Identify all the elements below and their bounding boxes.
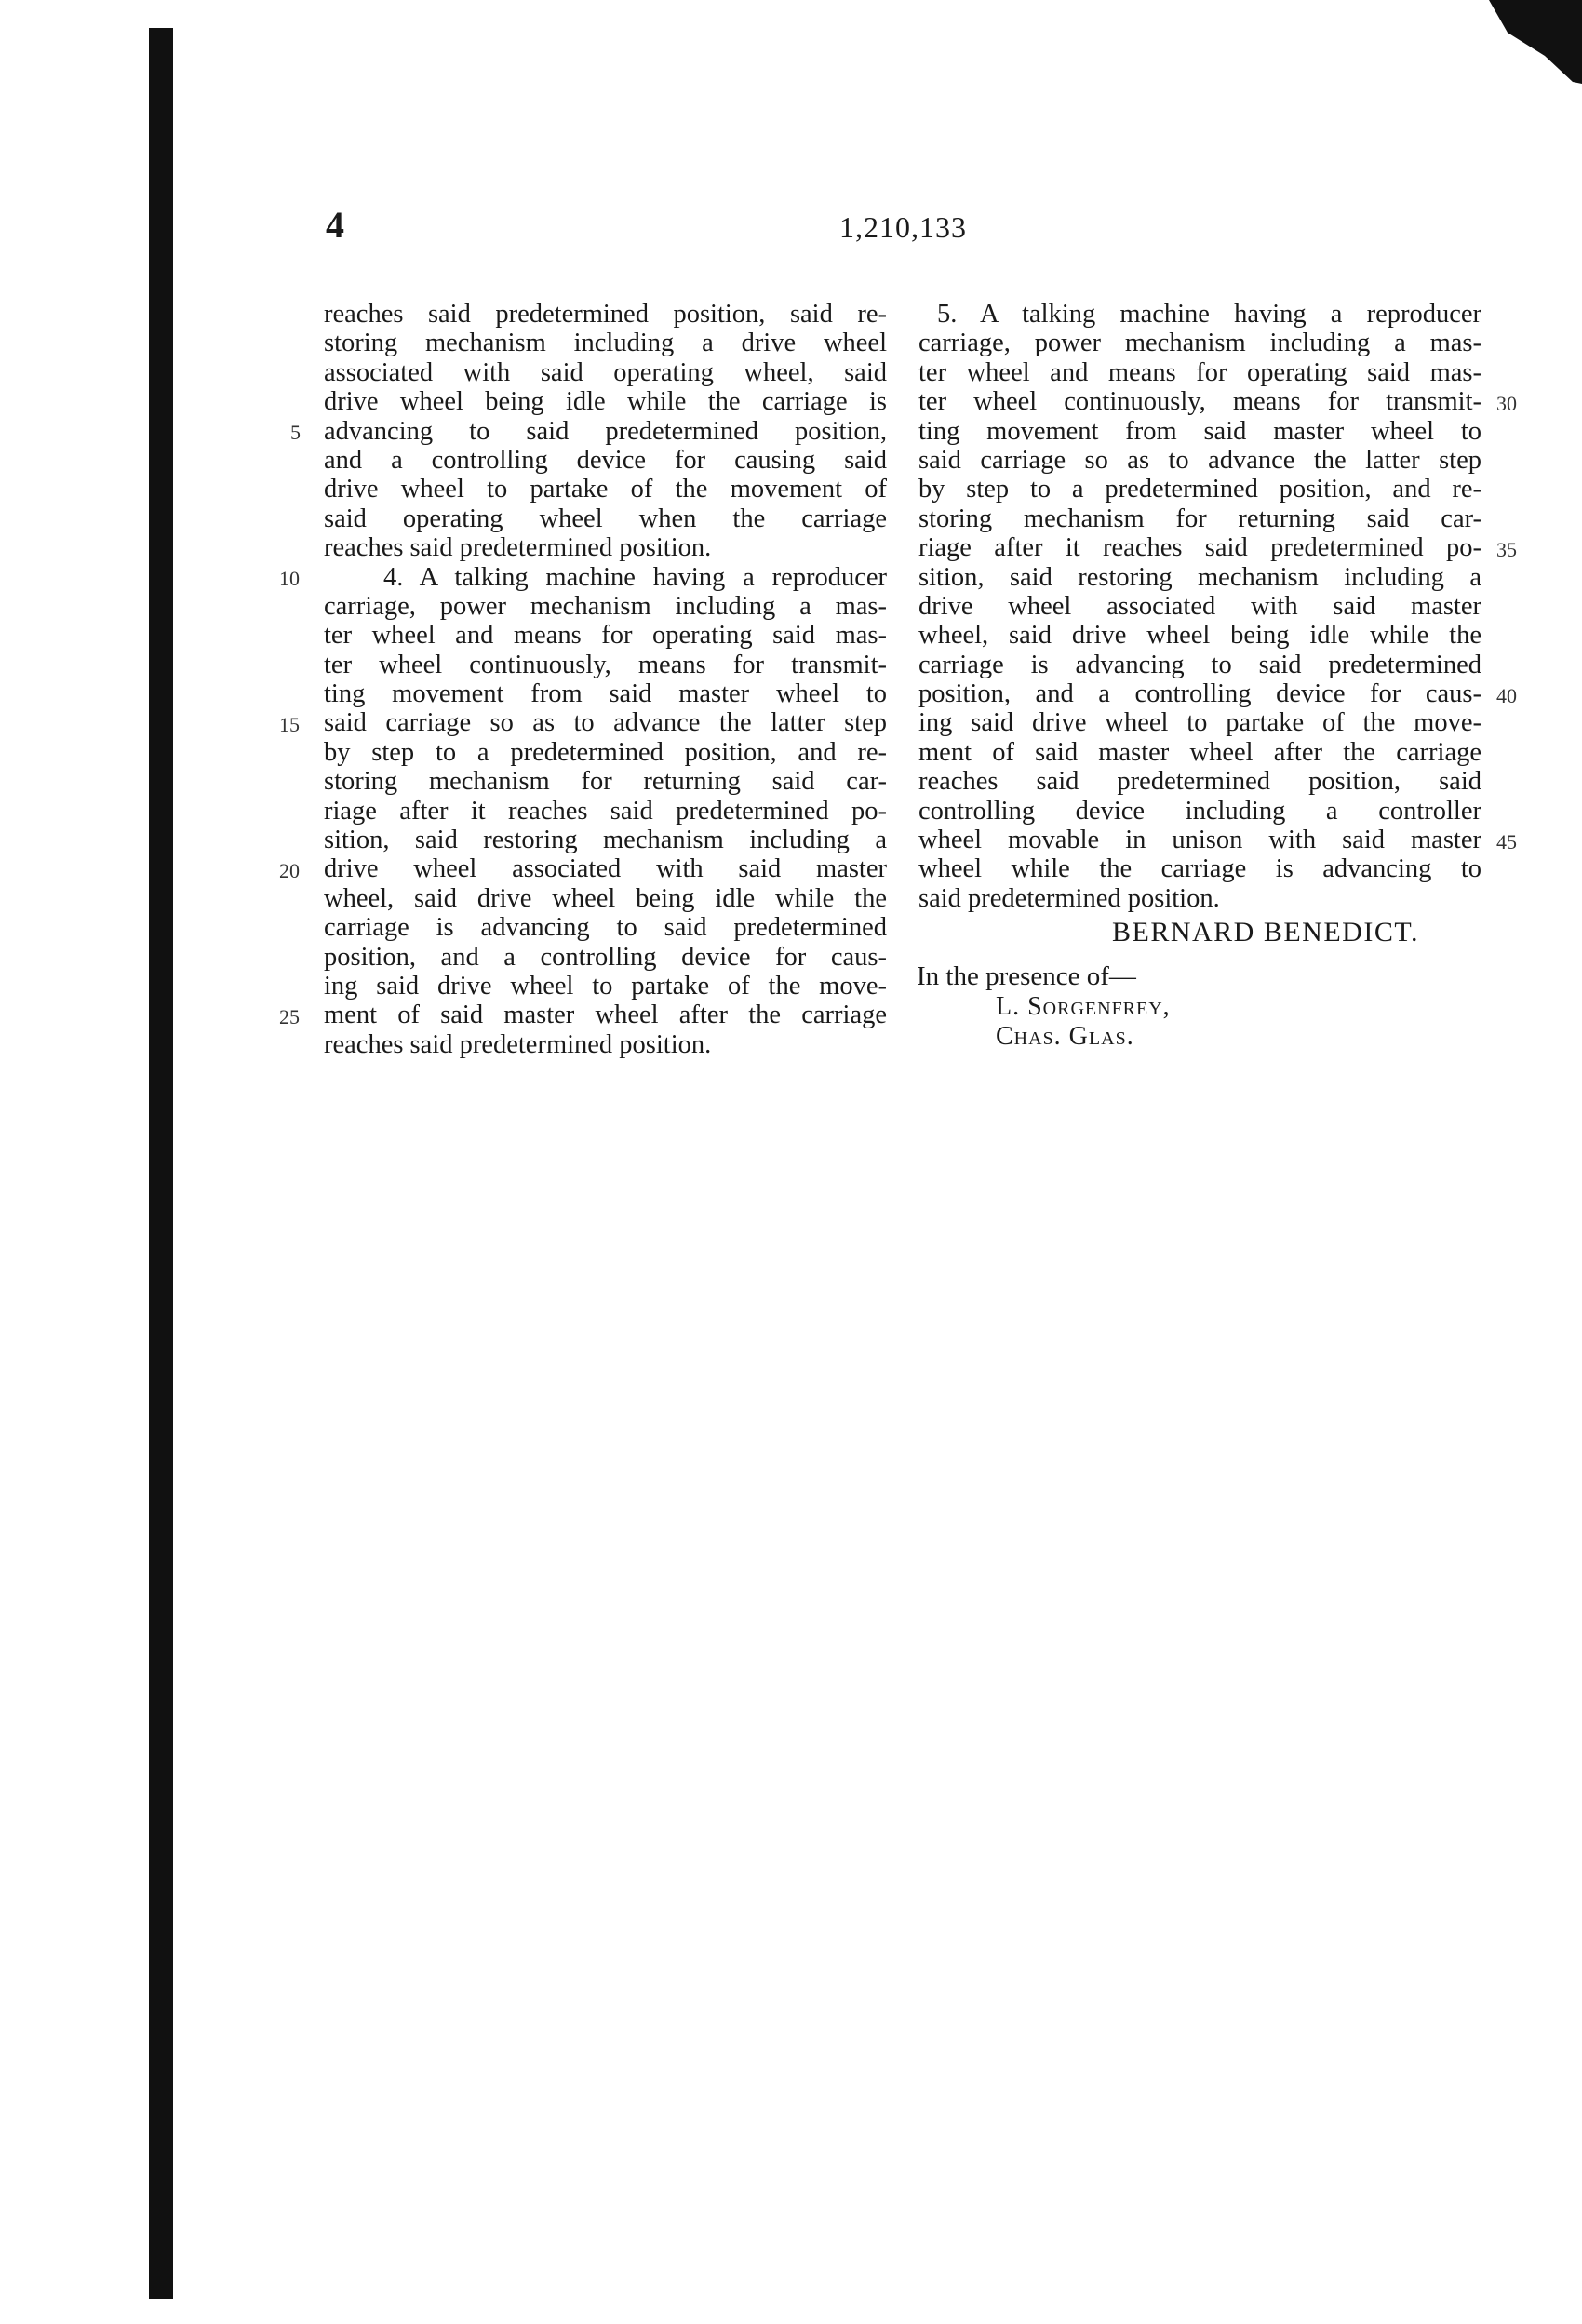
- text-line: and a controlling device for causing said: [324, 445, 887, 475]
- text-line: position, and a controlling device for caus-: [918, 679, 1481, 709]
- text-line: said carriage so as to advance the latter step: [918, 445, 1481, 475]
- text-line: ment of said master wheel after the carriage: [918, 737, 1481, 767]
- text-line: reaches said predetermined position, said: [918, 767, 1481, 797]
- text-line: ter wheel and means for operating said mas-: [918, 357, 1481, 387]
- text-line: drive wheel to partake of the movement of: [324, 475, 887, 504]
- line-number: 45: [1496, 830, 1517, 853]
- text-line: wheel, said drive wheel being idle while the: [324, 883, 887, 913]
- line-number: 40: [1496, 684, 1517, 707]
- text-line: ting movement from said master wheel to: [324, 679, 887, 709]
- text-line: drive wheel associated with said master: [918, 591, 1481, 621]
- line-number: 35: [1496, 538, 1517, 561]
- text-line: reaches said predetermined position, said re-: [324, 300, 887, 329]
- text-line: sition, said restoring mechanism including a: [324, 826, 887, 855]
- inventor-signature: BERNARD BENEDICT.: [1112, 917, 1419, 947]
- presence-label: In the presence of—: [917, 961, 1136, 991]
- text-line: advancing to said predetermined position,: [324, 416, 887, 446]
- text-line: said operating wheel when the carriage: [324, 504, 887, 533]
- text-line: drive wheel associated with said master: [324, 854, 887, 884]
- text-line: drive wheel being idle while the carriage is: [324, 387, 887, 417]
- line-number: 10: [279, 567, 300, 590]
- text-line: wheel, said drive wheel being idle while the: [918, 621, 1481, 651]
- text-line: associated with said operating wheel, said: [324, 357, 887, 387]
- text-line: carriage is advancing to said predetermined: [324, 913, 887, 943]
- line-number: 20: [279, 859, 300, 882]
- text-line: storing mechanism for returning said car-: [324, 767, 887, 797]
- text-line: sition, said restoring mechanism including a: [918, 562, 1481, 592]
- scan-corner-mark: [1452, 0, 1582, 84]
- text-line: ing said drive wheel to partake of the move-: [918, 708, 1481, 738]
- text-line: ting movement from said master wheel to: [918, 416, 1481, 446]
- scan-edge-bar: [149, 28, 173, 2299]
- text-line: controlling device including a controller: [918, 796, 1481, 826]
- text-line: ment of said master wheel after the carriage: [324, 1001, 887, 1030]
- text-line: wheel movable in unison with said master: [918, 826, 1481, 855]
- text-line: 5. A talking machine having a reproducer: [937, 300, 1481, 329]
- page-number: 4: [326, 204, 344, 246]
- text-line: said predetermined position.: [918, 883, 1220, 913]
- text-line: wheel while the carriage is advancing to: [918, 854, 1481, 884]
- text-line: reaches said predetermined position.: [324, 533, 712, 563]
- text-line: riage after it reaches said predetermined po-: [324, 796, 887, 826]
- text-line: riage after it reaches said predetermined po-: [918, 533, 1481, 563]
- line-number: 25: [279, 1005, 300, 1028]
- text-line: by step to a predetermined position, and re-: [324, 737, 887, 767]
- line-number: 15: [279, 713, 300, 736]
- text-line: ing said drive wheel to partake of the move-: [324, 971, 887, 1001]
- text-line: by step to a predetermined position, and re-: [918, 475, 1481, 504]
- line-number: 30: [1496, 392, 1517, 415]
- text-line: ter wheel continuously, means for transmit-: [324, 650, 887, 679]
- witness-name: Chas. Glas.: [996, 1022, 1134, 1051]
- text-line: storing mechanism including a drive wheel: [324, 329, 887, 358]
- right-column: [918, 300, 1481, 913]
- text-line: said carriage so as to advance the latter step: [324, 708, 887, 738]
- text-line: ter wheel continuously, means for transmit-: [918, 387, 1481, 417]
- text-line: carriage, power mechanism including a mas-: [324, 591, 887, 621]
- text-line: carriage is advancing to said predetermined: [918, 650, 1481, 679]
- text-line: 4. A talking machine having a reproducer: [383, 562, 887, 592]
- witness-name: L. Sorgenfrey,: [996, 992, 1171, 1021]
- text-line: ter wheel and means for operating said mas-: [324, 621, 887, 651]
- text-line: reaches said predetermined position.: [324, 1029, 712, 1059]
- text-line: storing mechanism for returning said car-: [918, 504, 1481, 533]
- text-line: position, and a controlling device for caus-: [324, 942, 887, 972]
- patent-number: 1,210,133: [839, 210, 967, 244]
- line-number: 5: [290, 421, 301, 444]
- left-column: [324, 300, 887, 1059]
- text-line: carriage, power mechanism including a mas-: [918, 329, 1481, 358]
